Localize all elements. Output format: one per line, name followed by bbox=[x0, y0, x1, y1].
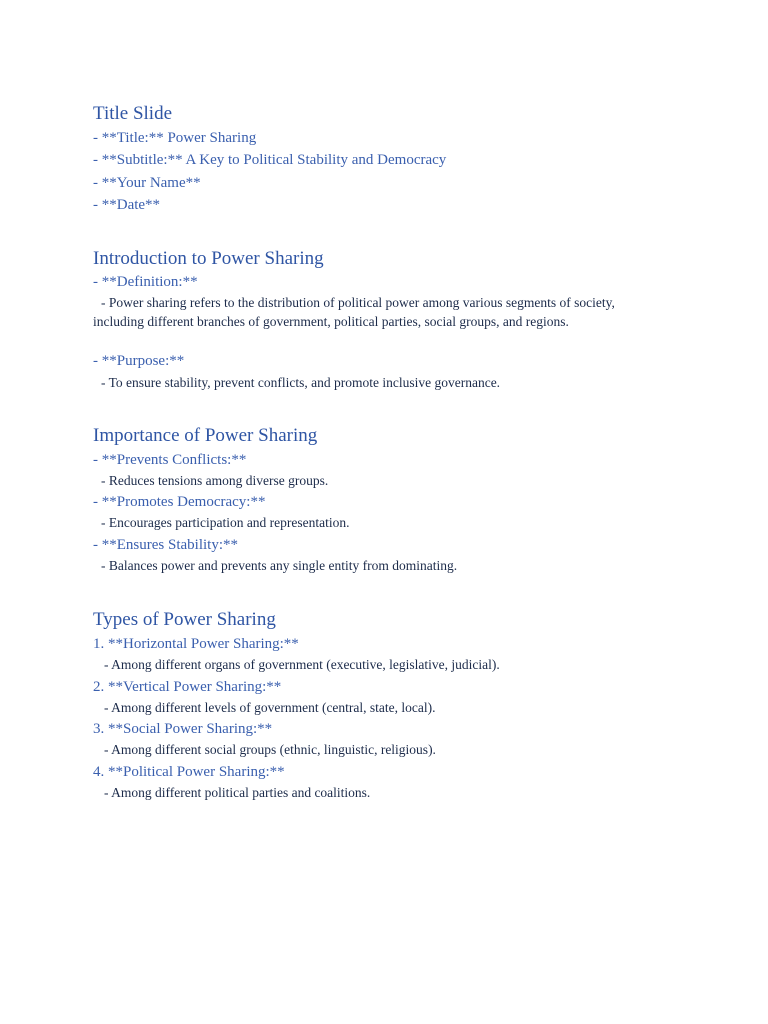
subtitle-line: - **Subtitle:** A Key to Political Stability and Democracy bbox=[93, 152, 447, 168]
prevents-conflicts-text: - Reduces tensions among diverse groups. bbox=[101, 473, 329, 488]
your-name-line: - **Your Name** bbox=[93, 175, 201, 191]
title-line: - **Title:** Power Sharing bbox=[93, 130, 257, 146]
definition-text: - Power sharing refers to the distribution of political power among various segments of society, including different branches of government, political parties, social groups, and regions. bbox=[93, 295, 615, 329]
section-title-title-slide: Title Slide bbox=[93, 103, 173, 124]
section-title-importance: Importance of Power Sharing bbox=[93, 425, 318, 446]
vertical-label: 2. **Vertical Power Sharing:** bbox=[93, 679, 282, 695]
date-line: - **Date** bbox=[93, 197, 161, 213]
social-text: - Among different social groups (ethnic, linguistic, religious). bbox=[104, 742, 436, 757]
section-title-introduction: Introduction to Power Sharing bbox=[93, 248, 324, 269]
political-text: - Among different political parties and coalitions. bbox=[104, 785, 371, 800]
definition-label: - **Definition:** bbox=[93, 274, 198, 290]
ensures-stability-label: - **Ensures Stability:** bbox=[93, 537, 238, 553]
promotes-democracy-text: - Encourages participation and representation. bbox=[101, 515, 350, 530]
purpose-text: - To ensure stability, prevent conflicts, and promote inclusive governance. bbox=[101, 375, 501, 390]
prevents-conflicts-label: - **Prevents Conflicts:** bbox=[93, 452, 247, 468]
purpose-label: - **Purpose:** bbox=[93, 353, 185, 369]
ensures-stability-text: - Balances power and prevents any single entity from dominating. bbox=[101, 558, 458, 573]
political-label: 4. **Political Power Sharing:** bbox=[93, 764, 285, 780]
vertical-text: - Among different levels of government (central, state, local). bbox=[104, 700, 436, 715]
section-title-types: Types of Power Sharing bbox=[93, 609, 276, 630]
horizontal-text: - Among different organs of government (executive, legislative, judicial). bbox=[104, 657, 500, 672]
social-label: 3. **Social Power Sharing:** bbox=[93, 721, 273, 737]
horizontal-label: 1. **Horizontal Power Sharing:** bbox=[93, 636, 299, 652]
promotes-democracy-label: - **Promotes Democracy:** bbox=[93, 494, 266, 510]
